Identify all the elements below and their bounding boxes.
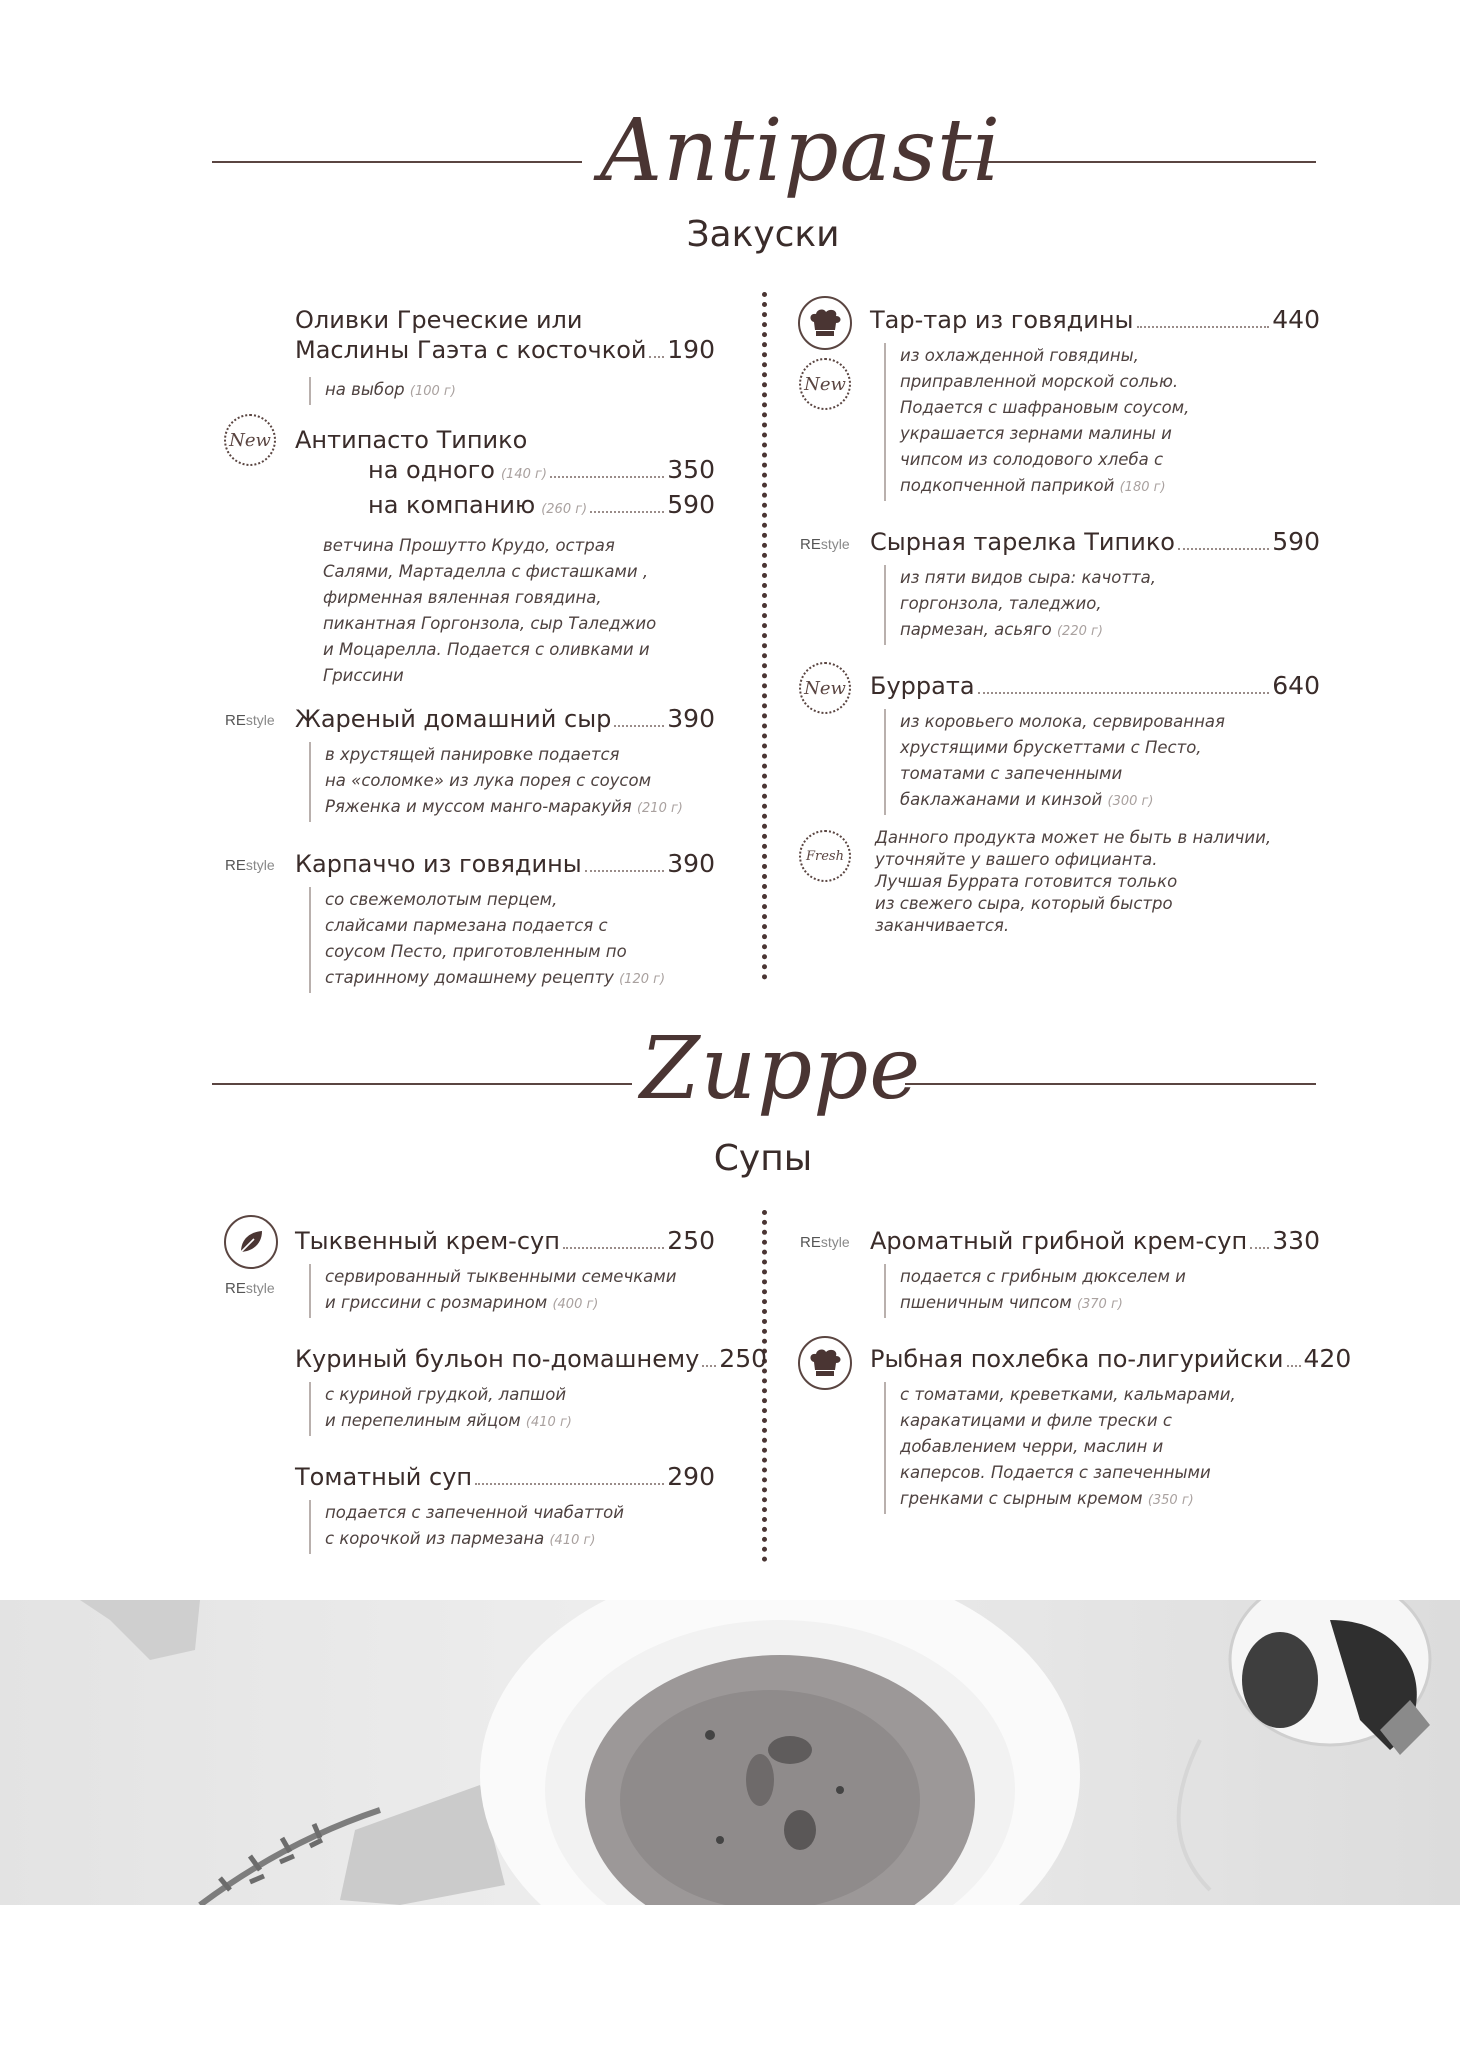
item-description: подается с запеченной чиабаттой с корочкой из пармезана (410 г) [309,1500,715,1554]
restyle-badge: REstyle [225,1280,275,1297]
menu-item-pumpkin-soup [295,1226,715,1318]
item-description: из охлажденной говядины, приправленной морской солью. Подается с шафрановым соусом, украшается зернами малины и чипсом из солодового хлеба с подкопченной паприкой (180 г) [884,343,1320,501]
menu-item-burrata [870,671,1320,815]
header-rule-left [212,1083,632,1085]
item-description: с томатами, креветками, кальмарами, каракатицами и филе трески с добавлением черри, маслин и каперсов. Подается с запеченными гренками с сырным кремом (350 г) [884,1382,1320,1514]
item-name: Маслины Гаэта с косточкой [295,336,647,364]
new-badge-icon: New [224,414,276,466]
item-name: Томатный суп [295,1463,473,1491]
menu-item-fish-soup [870,1344,1352,1514]
item-description: подается с грибным дюкселем и пшеничным чипсом (370 г) [884,1264,1320,1318]
item-description: сервированный тыквенными семечками и гриссини с розмарином (400 г) [309,1264,715,1318]
item-price: 190 [667,335,715,364]
restyle-badge: REstyle [800,1234,850,1251]
variant-price: 590 [667,490,715,519]
variant-label: на одного [368,456,495,484]
menu-item-tartare [870,305,1320,501]
item-name: Сырная тарелка Типико [870,528,1175,556]
item-description: из пяти видов сыра: качотта, горгонзола, таледжио, пармезан, асьяго (220 г) [884,565,1320,645]
item-name: Тыквенный крем-суп [295,1227,560,1255]
chef-hat-icon [798,1336,852,1390]
item-price: 330 [1272,1226,1320,1255]
menu-item-mushroom-soup [870,1226,1320,1318]
item-price: 420 [1303,1344,1352,1373]
item-price: 390 [667,849,715,878]
item-price: 590 [1272,527,1320,556]
antipasti-script-title: Antipasti [600,101,1002,201]
menu-item-antipasto-tipico [295,425,715,689]
item-price: 440 [1272,305,1320,334]
burrata-note: Данного продукта может не быть в наличии, уточняйте у вашего официанта. Лучшая Буррата готовится только из свежего сыра, который быстро заканчивается. [875,828,1272,935]
restyle-badge: REstyle [225,712,275,729]
menu-item-olives [295,305,715,405]
restyle-badge: REstyle [225,857,275,874]
column-divider [762,1210,767,1562]
header-rule-right [955,161,1316,163]
zuppe-script-title: Zuppe [640,1019,922,1119]
header-rule-left [212,161,582,163]
new-badge-icon: New [799,358,851,410]
menu-item-chicken-broth [295,1344,768,1436]
fresh-badge-icon: Fresh [799,830,851,882]
menu-item-carpaccio [295,849,715,993]
item-name: Оливки Греческие или [295,306,583,334]
item-price: 250 [719,1344,768,1373]
item-description: на выбор [325,380,405,399]
chef-hat-icon [798,296,852,350]
item-weight: (100 г) [409,384,456,399]
variant-label: на компанию [368,491,536,519]
menu-item-tomato-soup [295,1462,715,1554]
restyle-badge: REstyle [800,536,850,553]
variant-price: 350 [667,455,715,484]
item-description: с куриной грудкой, лапшой и перепелиным яйцом (410 г) [309,1382,715,1436]
item-name: Рыбная похлебка по-лигурийски [870,1345,1284,1373]
menu-item-fried-cheese [295,704,715,822]
item-name: Куриный бульон по-домашнему [295,1345,700,1373]
item-description: со свежемолотым перцем, слайсами пармезана подается с соусом Песто, приготовленным по старинному домашнему рецепту (120 г) [309,887,715,993]
item-description: ветчина Прошутто Крудо, острая Салями, Мартаделла с фисташками , фирменная вяленная говядина, пикантная Горгонзола, сыр Таледжио и Моцарелла. Подается с оливками и Гриссини [323,536,657,685]
item-name: Жареный домашний сыр [295,705,612,733]
item-description: из коровьего молока, сервированная хрустящими брускеттами с Песто, томатами с запеченными баклажанами и кинзой (300 г) [884,709,1320,815]
item-name: Тар-тар из говядины [870,306,1134,334]
leaf-icon [224,1215,278,1269]
item-price: 390 [667,704,715,733]
header-rule-right [905,1083,1316,1085]
item-price: 250 [667,1226,715,1255]
menu-item-cheese-plate [870,527,1320,645]
antipasti-title: Закуски [686,214,840,255]
item-name: Антипасто Типико [295,426,528,454]
column-divider [762,292,767,980]
variant-weight: (260 г) [541,502,588,517]
new-badge-icon: New [799,662,851,714]
variant-weight: (140 г) [500,467,547,482]
item-name: Буррата [870,672,975,700]
item-description: в хрустящей панировке подается на «соломке» из лука порея с соусом Ряженка и муссом манго-маракуйя (210 г) [309,742,715,822]
item-price: 640 [1272,671,1320,700]
item-name: Ароматный грибной крем-суп [870,1227,1248,1255]
item-name: Карпаччо из говядины [295,850,582,878]
zuppe-title: Супы [713,1138,813,1179]
item-price: 290 [667,1462,715,1491]
soup-photo [0,1600,1460,1905]
